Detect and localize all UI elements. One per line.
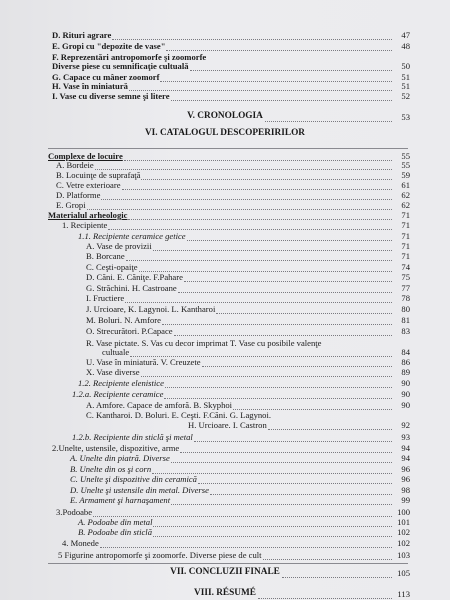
dot-leader [233, 398, 392, 410]
entry-text: Materialul arheologic [48, 210, 128, 220]
page-number: 102 [397, 527, 410, 537]
entry-text: C. Ceşti-opaiţe [86, 262, 138, 272]
page-number: 59 [401, 170, 410, 180]
page-number: 55 [401, 151, 410, 161]
toc-entry [0, 326, 450, 337]
page-number: 78 [401, 293, 410, 303]
page-number: 90 [401, 400, 410, 410]
entry-text: M. Boluri. N. Amfore [86, 315, 161, 325]
page-number: 84 [401, 347, 410, 357]
toc-entry [0, 550, 450, 561]
entry-text: C. Unelte şi dispozitive din ceramică [70, 474, 197, 484]
page-number: 74 [401, 262, 410, 272]
section-resume-text: VIII. RÉSUMÉ [194, 588, 256, 598]
entry-text: A. Podoabe din metal [78, 517, 153, 527]
page-number: 50 [401, 61, 410, 71]
page-number: 71 [401, 220, 410, 230]
page-number: 102 [397, 538, 410, 548]
entry-text: E. Gropi cu "depozite de vase" [52, 41, 166, 51]
page-number: 90 [401, 378, 410, 388]
entry-text: F. Reprezentări antropomorfe şi zoomorfe [52, 52, 207, 62]
section-concluzii-text: VII. CONCLUZII FINALE [170, 567, 280, 577]
entry-text: A. Bordeie [56, 160, 94, 170]
page-number: 94 [401, 453, 410, 463]
dot-leader [171, 89, 392, 101]
section-catalog [0, 128, 450, 138]
page-number: 75 [401, 272, 410, 282]
page-number: 47 [401, 30, 410, 40]
section-concluzii-page: 105 [397, 568, 410, 578]
page-number: 48 [401, 41, 410, 51]
entry-text: 1.2.a. Recipiente ceramice [72, 389, 164, 399]
section-cronologia-page: 53 [401, 112, 410, 122]
entry-text: H. Vase în miniatură [52, 81, 128, 91]
page-number: 51 [401, 81, 410, 91]
dot-leader [166, 39, 392, 51]
entry-text: C. Kantharoi. D. Boluri. E. Ceşti. F.Căni. G. Lagynoi. [86, 410, 272, 420]
entry-text: A. Unelte din piatră. Diverse [70, 453, 170, 463]
entry-text: 3.Podoabe [56, 507, 93, 517]
entry-text: 1.1. Recipiente ceramice getice [78, 231, 186, 241]
page-number: 98 [401, 485, 410, 495]
entry-text: 1.2. Recipiente elenistice [78, 378, 164, 388]
entry-text: 5 Figurine antropomorfe şi zoomorfe. Diverse piese de cult [58, 550, 262, 560]
dot-leader [265, 110, 392, 122]
divider-line [48, 563, 408, 564]
dot-leader [174, 324, 392, 336]
page-number: 96 [401, 474, 410, 484]
section-cronologia-text: V. CRONOLOGIA [187, 111, 263, 121]
page-number: 62 [401, 190, 410, 200]
page-number: 71 [401, 231, 410, 241]
entry-text: D. Unelte şi ustensile din metal. Diverse [70, 485, 209, 495]
entry-text: G. Capace cu mâner zoomorf [52, 72, 160, 82]
page-number: 80 [401, 304, 410, 314]
page-number: 99 [401, 495, 410, 505]
entry-text: E. Gropi [56, 200, 86, 210]
dot-leader [263, 548, 392, 560]
entry-text: H. Urcioare. I. Castron [188, 420, 267, 430]
page-number: 94 [401, 443, 410, 453]
page-number: 77 [401, 283, 410, 293]
entry-text: cultuale [102, 347, 130, 357]
section-catalog-text: VI. CATALOGUL DESCOPERIRILOR [144, 128, 306, 138]
section-resume-page: 113 [397, 589, 410, 599]
entry-text: U. Vase în miniatură. V. Creuzete [86, 357, 201, 367]
page-number: 103 [397, 550, 410, 560]
dot-leader [282, 566, 392, 578]
entry-text: Complexe de locuire [48, 151, 123, 161]
entry-text: R. Vase pictate. S. Vas cu decor imprimat T. Vase cu posibile valenţe [86, 338, 322, 348]
page-number: 61 [401, 180, 410, 190]
dot-leader [258, 587, 392, 599]
page-number: 55 [401, 160, 410, 170]
entry-text: D. Rituri agrare [52, 30, 112, 40]
page-number: 96 [401, 464, 410, 474]
entry-text: 4. Monede [62, 538, 99, 548]
page-number: 101 [397, 517, 410, 527]
page-number: 81 [401, 315, 410, 325]
entry-text: G. Străchini. H. Castroane [86, 283, 177, 293]
page-number: 71 [401, 241, 410, 251]
entry-text: B. Podoabe din sticlă [78, 527, 152, 537]
page-number: 92 [401, 420, 410, 430]
page-number: 93 [401, 432, 410, 442]
page-number: 62 [401, 200, 410, 210]
entry-text: D. Căni. E. Căniţe. F.Pahare [86, 272, 183, 282]
entry-text: I. Vase cu diverse semne şi litere [52, 91, 170, 101]
page-number: 71 [401, 210, 410, 220]
dot-leader [268, 418, 392, 430]
entry-text: O. Strecurători. P.Capace [86, 326, 173, 336]
entry-text: E. Armament şi harnaşament [70, 495, 171, 505]
entry-text: I. Fructiere [86, 293, 125, 303]
entry-text: 1. Recipiente [62, 220, 108, 230]
dot-leader [171, 493, 392, 505]
dot-leader [100, 536, 392, 548]
page-number: 51 [401, 72, 410, 82]
toc-entry [0, 41, 450, 52]
entry-text: 2.Unelte, ustensile, dispozitive, arme [52, 443, 180, 453]
entry-text: B. Locuinţe de suprafaţă [56, 170, 141, 180]
page-number: 86 [401, 357, 410, 367]
entry-text: A. Amfore. Capace de amforă. B. Skyphoi [86, 400, 233, 410]
page-number: 100 [397, 507, 410, 517]
toc-entry [0, 91, 450, 102]
entry-text: 1.2.b. Recipiente din sticlă şi metal [72, 432, 193, 442]
entry-text: D. Platforme [56, 190, 101, 200]
entry-text: X. Vase diverse [86, 367, 140, 377]
entry-text: A. Vase de provizii [86, 241, 152, 251]
entry-text: Diverse piese cu semnificaţie cultuală [52, 61, 189, 71]
page-number: 89 [401, 367, 410, 377]
entry-text: J. Urcioare, K. Lagynoi. L. Kantharoi [86, 304, 216, 314]
page-number: 52 [401, 91, 410, 101]
page-number: 90 [401, 389, 410, 399]
entry-text: B. Borcane [86, 251, 125, 261]
entry-text: B. Unelte din os şi corn [70, 464, 152, 474]
page-number: 71 [401, 251, 410, 261]
page-number: 83 [401, 326, 410, 336]
entry-text: C. Vetre exterioare [56, 180, 121, 190]
